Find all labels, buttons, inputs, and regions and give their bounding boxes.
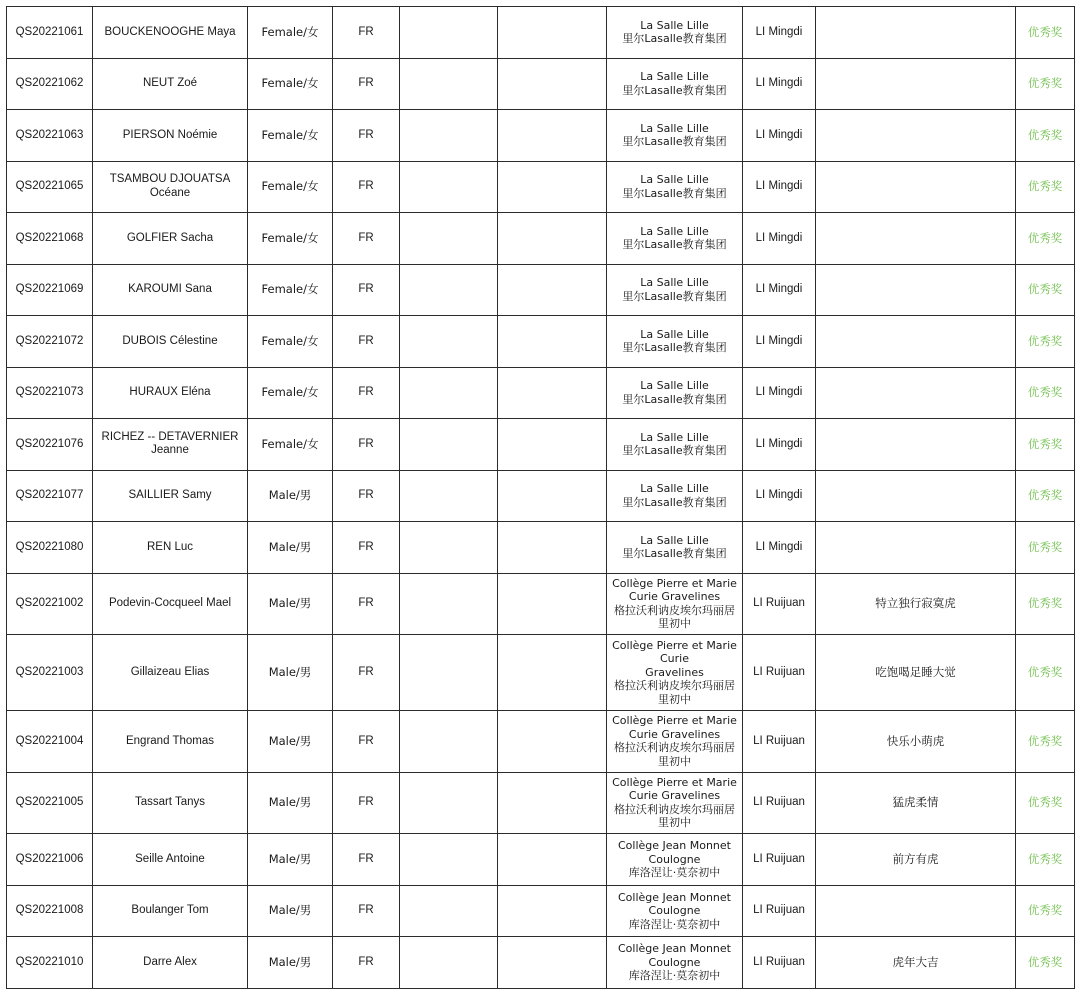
table-row: [7, 711, 1075, 773]
blank-cell: [498, 635, 607, 711]
entry-id-cell: QS20221008: [7, 885, 93, 937]
school-line: Coulogne: [648, 852, 701, 866]
gender-cell: Male/男: [248, 711, 333, 773]
blank-cell: [498, 7, 607, 59]
gender-cell: Female/女: [248, 316, 333, 368]
country-cell: FR: [333, 110, 400, 162]
blank-cell: [400, 161, 498, 213]
school-line: Coulogne: [648, 955, 701, 969]
table-row: [7, 367, 1075, 419]
work-title-cell: [816, 161, 1016, 213]
school-line: La Salle Lille: [640, 18, 709, 32]
teacher-cell: LI Ruijuan: [743, 711, 816, 773]
teacher-cell: LI Mingdi: [743, 522, 816, 574]
student-name-cell: GOLFIER Sacha: [93, 213, 248, 265]
entry-id-cell: QS20221006: [7, 834, 93, 886]
school-line: Collège Jean Monnet: [617, 942, 731, 955]
country-cell: FR: [333, 419, 400, 471]
school-line: 里尔Lasalle教育集团: [622, 289, 727, 303]
student-name-cell: REN Luc: [93, 522, 248, 574]
award-cell: 优秀奖: [1016, 316, 1075, 368]
teacher-cell: LI Ruijuan: [743, 937, 816, 989]
blank-cell: [498, 573, 607, 635]
blank-cell: [498, 419, 607, 471]
table-row: [7, 573, 1075, 635]
work-title-cell: 前方有虎: [816, 834, 1016, 886]
school-line: La Salle Lille: [640, 173, 709, 187]
award-cell: 优秀奖: [1016, 772, 1075, 834]
blank-cell: [400, 522, 498, 574]
work-title-cell: [816, 367, 1016, 419]
award-cell: 优秀奖: [1016, 213, 1075, 265]
blank-cell: [498, 316, 607, 368]
country-cell: FR: [333, 316, 400, 368]
entry-id-cell: QS20221063: [7, 110, 93, 162]
school-line: 库洛涅让·莫奈初中: [628, 917, 721, 931]
student-name-cell: HURAUX Eléna: [93, 367, 248, 419]
country-cell: FR: [333, 635, 400, 711]
school-line: 里初中: [658, 617, 691, 631]
school-line: La Salle Lille: [640, 70, 709, 84]
school-line: 里尔Lasalle教育集团: [622, 238, 727, 252]
gender-cell: Male/男: [248, 573, 333, 635]
school-line: Collège Pierre et Marie: [612, 714, 737, 728]
table-row: [7, 635, 1075, 711]
blank-cell: [498, 772, 607, 834]
school-line: 格拉沃利讷皮埃尔玛丽居: [614, 741, 735, 755]
blank-cell: [400, 635, 498, 711]
gender-cell: Male/男: [248, 470, 333, 522]
teacher-cell: LI Mingdi: [743, 470, 816, 522]
country-cell: FR: [333, 573, 400, 635]
table-body: [7, 7, 1075, 989]
entry-id-cell: QS20221069: [7, 264, 93, 316]
table-row: [7, 937, 1075, 989]
blank-cell: [498, 470, 607, 522]
school-cell: [607, 711, 743, 773]
student-name-cell: Engrand Thomas: [93, 711, 248, 773]
school-cell: [607, 573, 743, 635]
school-line: 里尔Lasalle教育集团: [622, 444, 727, 458]
student-name-cell: Gillaizeau Elias: [93, 635, 248, 711]
blank-cell: [400, 316, 498, 368]
blank-cell: [400, 110, 498, 162]
table-row: [7, 834, 1075, 886]
blank-cell: [498, 161, 607, 213]
school-line: Collège Pierre et Marie: [612, 576, 737, 590]
gender-cell: Male/男: [248, 885, 333, 937]
entry-id-cell: QS20221065: [7, 161, 93, 213]
school-cell: [607, 834, 743, 886]
school-line: 里初中: [658, 754, 691, 768]
blank-cell: [498, 711, 607, 773]
student-name-cell: RICHEZ -- DETAVERNIER Jeanne: [93, 419, 248, 471]
school-line: Collège Jean Monnet: [617, 890, 731, 904]
award-cell: 优秀奖: [1016, 7, 1075, 59]
country-cell: FR: [333, 213, 400, 265]
blank-cell: [400, 834, 498, 886]
teacher-cell: LI Ruijuan: [743, 834, 816, 886]
blank-cell: [498, 937, 607, 989]
table-row: [7, 213, 1075, 265]
student-name-cell: TSAMBOU DJOUATSA Océane: [93, 161, 248, 213]
student-name-cell: Seille Antoine: [93, 834, 248, 886]
country-cell: FR: [333, 264, 400, 316]
student-name-cell: NEUT Zoé: [93, 58, 248, 110]
school-line: La Salle Lille: [640, 430, 709, 444]
school-line: La Salle Lille: [640, 379, 709, 393]
student-name-cell: SAILLIER Samy: [93, 470, 248, 522]
entry-id-cell: QS20221062: [7, 58, 93, 110]
school-cell: [607, 213, 743, 265]
school-line: Coulogne: [648, 904, 701, 917]
school-cell: [607, 7, 743, 59]
school-cell: [607, 264, 743, 316]
school-line: 里初中: [658, 816, 691, 830]
student-name-cell: PIERSON Noémie: [93, 110, 248, 162]
teacher-cell: LI Mingdi: [743, 58, 816, 110]
school-line: 里尔Lasalle教育集团: [622, 392, 727, 406]
school-line: 库洛涅让·莫奈初中: [628, 866, 721, 879]
entry-id-cell: QS20221002: [7, 573, 93, 635]
table-row: [7, 161, 1075, 213]
work-title-cell: 快乐小萌虎: [816, 711, 1016, 773]
country-cell: FR: [333, 58, 400, 110]
school-line: 库洛涅让·莫奈初中: [628, 969, 721, 982]
blank-cell: [400, 419, 498, 471]
table-row: [7, 885, 1075, 937]
work-title-cell: [816, 419, 1016, 471]
award-cell: 优秀奖: [1016, 937, 1075, 989]
award-cell: 优秀奖: [1016, 264, 1075, 316]
table-row: [7, 7, 1075, 59]
blank-cell: [498, 110, 607, 162]
teacher-cell: LI Ruijuan: [743, 573, 816, 635]
school-cell: [607, 522, 743, 574]
school-line: Gravelines: [645, 665, 704, 679]
work-title-cell: [816, 7, 1016, 59]
work-title-cell: [816, 885, 1016, 937]
teacher-cell: LI Mingdi: [743, 316, 816, 368]
school-line: 里尔Lasalle教育集团: [622, 495, 727, 509]
school-cell: [607, 937, 743, 989]
school-line: 里尔Lasalle教育集团: [622, 135, 727, 149]
gender-cell: Male/男: [248, 522, 333, 574]
student-name-cell: Boulanger Tom: [93, 885, 248, 937]
school-line: Collège Pierre et Marie: [612, 638, 737, 652]
work-title-cell: 吃饱喝足睡大觉: [816, 635, 1016, 711]
student-name-cell: Podevin-Cocqueel Mael: [93, 573, 248, 635]
blank-cell: [400, 7, 498, 59]
school-cell: [607, 635, 743, 711]
table-row: [7, 264, 1075, 316]
entry-id-cell: QS20221068: [7, 213, 93, 265]
work-title-cell: 特立独行寂寞虎: [816, 573, 1016, 635]
blank-cell: [400, 573, 498, 635]
blank-cell: [498, 834, 607, 886]
blank-cell: [400, 937, 498, 989]
school-line: Collège Jean Monnet: [617, 839, 731, 852]
school-cell: [607, 58, 743, 110]
school-line: La Salle Lille: [640, 224, 709, 238]
school-line: 里初中: [658, 692, 691, 706]
work-title-cell: [816, 522, 1016, 574]
school-cell: [607, 110, 743, 162]
work-title-cell: 虎年大吉: [816, 937, 1016, 989]
gender-cell: Male/男: [248, 937, 333, 989]
school-cell: [607, 367, 743, 419]
country-cell: FR: [333, 711, 400, 773]
entry-id-cell: QS20221077: [7, 470, 93, 522]
blank-cell: [400, 264, 498, 316]
school-line: 格拉沃利讷皮埃尔玛丽居: [614, 802, 735, 816]
blank-cell: [498, 213, 607, 265]
school-line: Collège Pierre et Marie: [612, 775, 737, 789]
work-title-cell: [816, 110, 1016, 162]
table-row: [7, 419, 1075, 471]
country-cell: FR: [333, 937, 400, 989]
school-line: 格拉沃利讷皮埃尔玛丽居: [614, 679, 735, 693]
school-cell: [607, 772, 743, 834]
student-name-cell: DUBOIS Célestine: [93, 316, 248, 368]
entry-id-cell: QS20221010: [7, 937, 93, 989]
entry-id-cell: QS20221061: [7, 7, 93, 59]
award-cell: 优秀奖: [1016, 711, 1075, 773]
award-cell: 优秀奖: [1016, 161, 1075, 213]
table-row: [7, 470, 1075, 522]
table-row: [7, 58, 1075, 110]
country-cell: FR: [333, 522, 400, 574]
country-cell: FR: [333, 885, 400, 937]
country-cell: FR: [333, 161, 400, 213]
work-title-cell: [816, 58, 1016, 110]
school-line: La Salle Lille: [640, 121, 709, 135]
blank-cell: [498, 264, 607, 316]
blank-cell: [400, 885, 498, 937]
teacher-cell: LI Mingdi: [743, 213, 816, 265]
school-line: La Salle Lille: [640, 276, 709, 290]
work-title-cell: [816, 264, 1016, 316]
entry-id-cell: QS20221003: [7, 635, 93, 711]
gender-cell: Male/男: [248, 635, 333, 711]
teacher-cell: LI Mingdi: [743, 264, 816, 316]
award-cell: 优秀奖: [1016, 573, 1075, 635]
award-cell: 优秀奖: [1016, 367, 1075, 419]
country-cell: FR: [333, 772, 400, 834]
blank-cell: [498, 58, 607, 110]
award-cell: 优秀奖: [1016, 885, 1075, 937]
results-table: [6, 6, 1075, 989]
work-title-cell: [816, 316, 1016, 368]
entry-id-cell: QS20221080: [7, 522, 93, 574]
teacher-cell: LI Ruijuan: [743, 885, 816, 937]
gender-cell: Male/男: [248, 772, 333, 834]
school-cell: [607, 419, 743, 471]
school-line: La Salle Lille: [640, 533, 709, 547]
country-cell: FR: [333, 367, 400, 419]
school-line: La Salle Lille: [640, 482, 709, 496]
country-cell: FR: [333, 834, 400, 886]
school-cell: [607, 885, 743, 937]
award-cell: 优秀奖: [1016, 470, 1075, 522]
school-line: 里尔Lasalle教育集团: [622, 341, 727, 355]
school-line: Curie Gravelines: [628, 590, 721, 604]
blank-cell: [400, 367, 498, 419]
award-cell: 优秀奖: [1016, 522, 1075, 574]
school-line: 里尔Lasalle教育集团: [622, 186, 727, 200]
award-cell: 优秀奖: [1016, 635, 1075, 711]
blank-cell: [498, 367, 607, 419]
entry-id-cell: QS20221004: [7, 711, 93, 773]
student-name-cell: Tassart Tanys: [93, 772, 248, 834]
country-cell: FR: [333, 7, 400, 59]
gender-cell: Female/女: [248, 419, 333, 471]
gender-cell: Female/女: [248, 110, 333, 162]
gender-cell: Female/女: [248, 7, 333, 59]
student-name-cell: Darre Alex: [93, 937, 248, 989]
school-cell: [607, 470, 743, 522]
teacher-cell: LI Ruijuan: [743, 635, 816, 711]
school-cell: [607, 161, 743, 213]
award-cell: 优秀奖: [1016, 58, 1075, 110]
blank-cell: [400, 711, 498, 773]
teacher-cell: LI Mingdi: [743, 161, 816, 213]
entry-id-cell: QS20221072: [7, 316, 93, 368]
work-title-cell: [816, 213, 1016, 265]
work-title-cell: 猛虎柔情: [816, 772, 1016, 834]
gender-cell: Female/女: [248, 367, 333, 419]
work-title-cell: [816, 470, 1016, 522]
gender-cell: Female/女: [248, 58, 333, 110]
blank-cell: [400, 470, 498, 522]
entry-id-cell: QS20221005: [7, 772, 93, 834]
teacher-cell: LI Mingdi: [743, 367, 816, 419]
table-row: [7, 772, 1075, 834]
teacher-cell: LI Ruijuan: [743, 772, 816, 834]
award-cell: 优秀奖: [1016, 419, 1075, 471]
teacher-cell: LI Mingdi: [743, 7, 816, 59]
teacher-cell: LI Mingdi: [743, 419, 816, 471]
blank-cell: [400, 213, 498, 265]
gender-cell: Female/女: [248, 264, 333, 316]
award-cell: 优秀奖: [1016, 110, 1075, 162]
school-line: Curie Gravelines: [628, 727, 721, 741]
student-name-cell: BOUCKENOOGHE Maya: [93, 7, 248, 59]
entry-id-cell: QS20221076: [7, 419, 93, 471]
school-cell: [607, 316, 743, 368]
school-line: Curie Gravelines: [628, 789, 721, 803]
blank-cell: [400, 772, 498, 834]
entry-id-cell: QS20221073: [7, 367, 93, 419]
school-line: 里尔Lasalle教育集团: [622, 547, 727, 561]
gender-cell: Female/女: [248, 213, 333, 265]
school-line: 里尔Lasalle教育集团: [622, 83, 727, 97]
blank-cell: [498, 522, 607, 574]
student-name-cell: KAROUMI Sana: [93, 264, 248, 316]
gender-cell: Female/女: [248, 161, 333, 213]
table-row: [7, 110, 1075, 162]
gender-cell: Male/男: [248, 834, 333, 886]
table-row: [7, 316, 1075, 368]
award-cell: 优秀奖: [1016, 834, 1075, 886]
school-line: La Salle Lille: [640, 327, 709, 341]
blank-cell: [498, 885, 607, 937]
teacher-cell: LI Mingdi: [743, 110, 816, 162]
table-row: [7, 522, 1075, 574]
country-cell: FR: [333, 470, 400, 522]
school-line: 格拉沃利讷皮埃尔玛丽居: [614, 603, 735, 617]
blank-cell: [400, 58, 498, 110]
school-line: 里尔Lasalle教育集团: [622, 32, 727, 46]
school-line: Curie: [660, 652, 689, 666]
